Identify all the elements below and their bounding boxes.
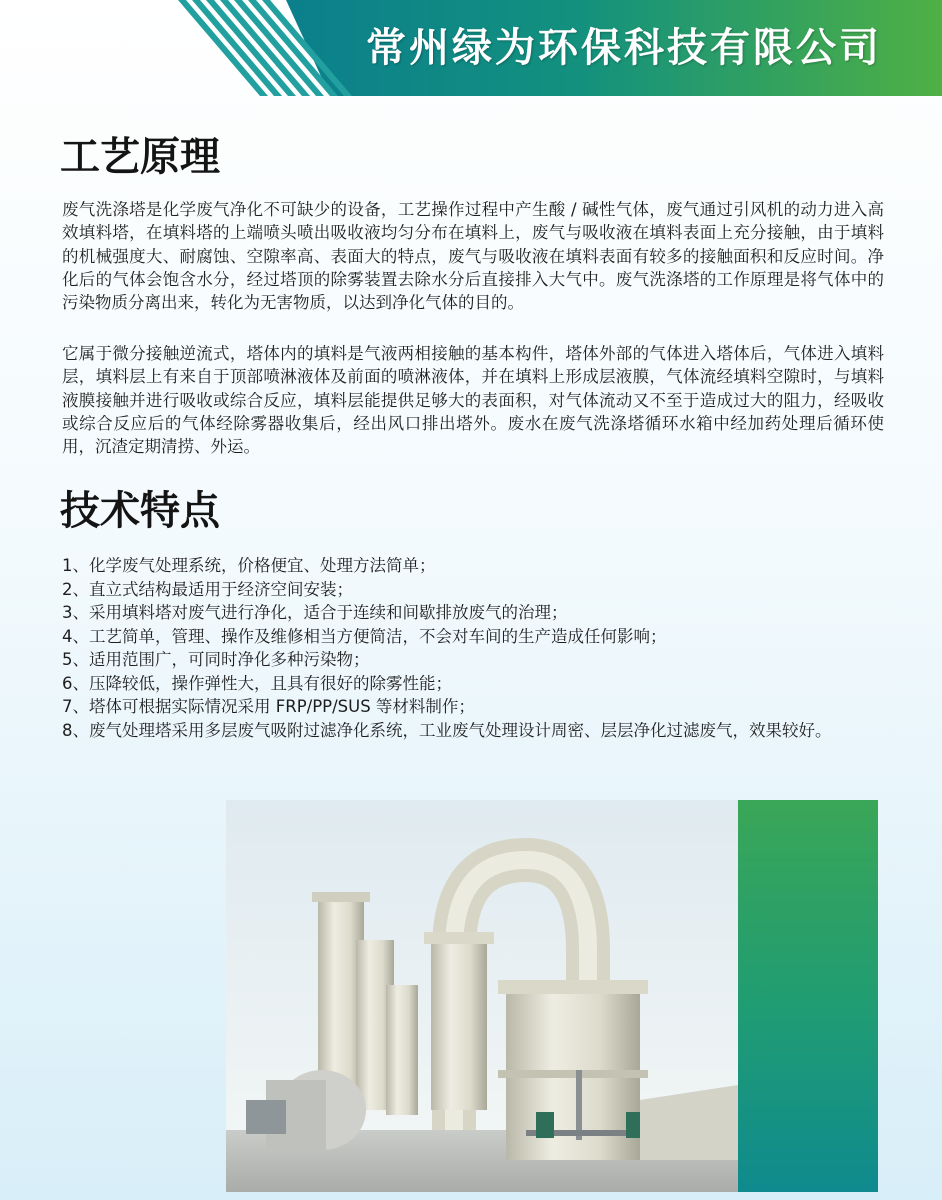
item-text: 塔体可根据实际情况采用 FRP/PP/SUS 等材料制作； bbox=[89, 697, 475, 716]
section-title-process-principle: 工艺原理 bbox=[60, 134, 220, 180]
section-title-technical-features: 技术特点 bbox=[60, 488, 220, 534]
list-item bbox=[62, 695, 862, 719]
item-number: 6、 bbox=[62, 673, 89, 693]
list-item bbox=[62, 672, 862, 696]
item-text: 压降较低，操作弹性大，且具有很好的除雾性能； bbox=[89, 673, 452, 693]
decorative-green-band bbox=[738, 800, 878, 1192]
header-banner bbox=[0, 0, 942, 96]
item-text: 工艺简单，管理、操作及维修相当方便简洁，不会对车间的生产造成任何影响； bbox=[89, 626, 667, 646]
item-number: 1、 bbox=[62, 556, 89, 575]
item-number: 3、 bbox=[62, 603, 89, 622]
item-text: 直立式结构最适用于经济空间安装； bbox=[89, 579, 353, 599]
paragraph-principle-1: 废气洗涤塔是化学废气净化不可缺少的设备，工艺操作过程中产生酸 / 碱性气体，废气通过引风机的动力进入高效填料塔，在填料塔的上端喷头喷出吸收液均匀分布在填料上，废气与吸收液在填料表面上充分接触，由于填料的机械强度大、耐腐蚀、空隙率高、表面大的特点，废气与吸收液在填料表面有较多的接触面积和反应时间。净化后的气体会饱含水分，经过塔顶的除雾装置去除水分后直接排入大气中。废气洗涤塔的工作原理是将气体中的污染物质分离出来，转化为无害物质，以达到净化气体的目的。 bbox=[62, 200, 884, 313]
list-item bbox=[62, 625, 862, 649]
item-number: 7、 bbox=[62, 697, 89, 716]
item-number: 5、 bbox=[62, 650, 89, 669]
list-item bbox=[62, 719, 862, 743]
item-text: 化学废气处理系统，价格便宜、处理方法简单； bbox=[89, 556, 436, 575]
list-item bbox=[62, 554, 862, 578]
features-list bbox=[62, 554, 862, 742]
item-text: 废气处理塔采用多层废气吸附过滤净化系统，工业废气处理设计周密、层层净化过滤废气，效果较好。 bbox=[89, 720, 832, 740]
list-item bbox=[62, 578, 862, 602]
company-name: 常州绿为环保科技有限公司 bbox=[366, 25, 882, 71]
item-number: 2、 bbox=[62, 579, 89, 599]
item-number: 8、 bbox=[62, 720, 89, 740]
item-text: 适用范围广，可同时净化多种污染物； bbox=[89, 650, 370, 669]
item-number: 4、 bbox=[62, 626, 89, 646]
list-item bbox=[62, 648, 862, 672]
paragraph-principle-2: 它属于微分接触逆流式，塔体内的填料是气液两相接触的基本构件，塔体外部的气体进入塔体后，气体进入填料层，填料层上有来自于顶部喷淋液体及前面的喷淋液体，并在填料上形成层液膜，气体流经填料空隙时，与填料液膜接触并进行吸收或综合反应，填料层能提供足够大的表面积，对气体流动又不至于造成过大的阻力，经吸收或综合反应后的气体经除雾器收集后，经出风口排出塔外。废水在废气洗涤塔循环水箱中经加药处理后循环使用，沉渣定期清捞、外运。 bbox=[62, 344, 884, 457]
list-item bbox=[62, 601, 862, 625]
item-text: 采用填料塔对废气进行净化，适合于连续和间歇排放废气的治理； bbox=[89, 603, 568, 622]
